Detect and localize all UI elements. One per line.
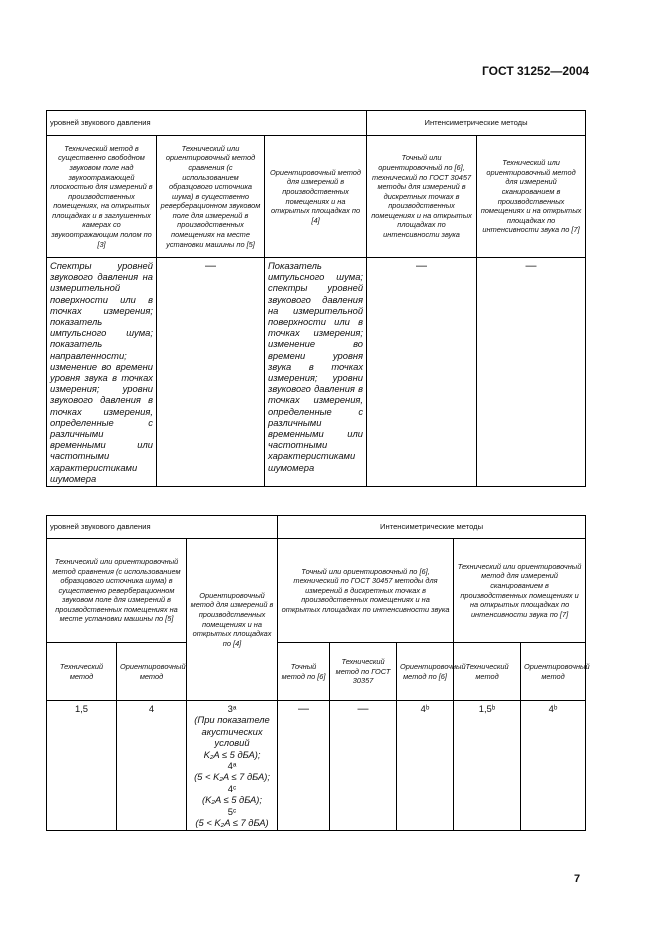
column-header: Технический метод в существенно свободном звуковом поле над звукоотражающей плоскостью для измерений в производственных помещениях, на открытых площадках и в заглушенных камерах со звукоотражающим полом по [3] xyxy=(47,136,157,258)
table-cell: 4 xyxy=(117,701,187,831)
table-cell-conditions xyxy=(187,701,278,831)
column-header: Точный или ориентировочный по [6], технический по ГОСТ 30457 методы для измерений в дискретных точках в производственных помещениях и на открытых площадках по интенсивности звука xyxy=(278,539,454,643)
condition-line: 3ᵃ xyxy=(227,703,237,714)
column-header: Ориентировочный метод для измерений в производственных помещениях и на открытых площадках по [4] xyxy=(187,539,278,701)
table-cell: 1,5ᵇ xyxy=(454,701,521,831)
table-cell: 4ᵇ xyxy=(521,701,586,831)
table-cell: — xyxy=(157,258,265,487)
sub-header: Ориентировочный метод xyxy=(521,643,586,701)
table-cell: 1,5 xyxy=(47,701,117,831)
group-header-sound-pressure: уровней звукового давления xyxy=(47,516,278,539)
group-header-intensity: Интенсиметрические методы xyxy=(367,111,586,136)
condition-line: 4ᶜ xyxy=(227,782,237,794)
condition-line: 4ᵃ xyxy=(227,760,237,772)
condition-line: (K₂A ≤ 5 дБА); xyxy=(202,794,262,806)
table-cell: — xyxy=(477,258,586,487)
methods-table-2 xyxy=(46,515,590,831)
condition-line: 5ᶜ xyxy=(227,805,237,817)
sub-header: Точный метод по [6] xyxy=(278,643,330,701)
document-header: ГОСТ 31252—2004 xyxy=(482,64,590,78)
table-cell: — xyxy=(278,701,330,831)
table-cell: — xyxy=(367,258,477,487)
column-header: Технический или ориентировочный метод для измерений сканированием в производственных помещениях и на открытых площадках по интенсивности звука по [7] xyxy=(454,539,586,643)
column-header: Технический или ориентировочный метод для измерений сканированием в производственных помещениях и на открытых площадках по интенсивности звука по [7] xyxy=(477,136,586,258)
table-cell: — xyxy=(330,701,397,831)
sub-header: Ориентировочный метод по [6] xyxy=(397,643,454,701)
column-header: Технический или ориентировочный метод сравнения (с использованием образцового источника шума) в существенно реверберационном звуковом поле для измерений в производственных помещениях на месте установки машины по [5] xyxy=(157,136,265,258)
sub-header: Ориентировочный метод xyxy=(117,643,187,701)
page-number: 7 xyxy=(574,873,581,885)
condition-line: (5 < K₂A ≤ 7 дБА) xyxy=(195,817,269,829)
condition-line: (При показателе акустических условий xyxy=(194,714,270,749)
condition-line: (5 < K₂A ≤ 7 дБА); xyxy=(194,771,270,783)
sub-header: Технический метод xyxy=(47,643,117,701)
table-cell: Показатель импульсного шума; спектры уровней звукового давления на измерительной поверхности или в точках измерения; изменение во времени уровня звука в точках измерения; уровни звукового давления в точках измерения, определенные с различными временными или частотными характеристиками шумомера xyxy=(265,258,367,487)
table-cell: 4ᵇ xyxy=(397,701,454,831)
group-header-sound-pressure: уровней звукового давления xyxy=(47,111,367,136)
sub-header: Технический метод xyxy=(454,643,521,701)
column-header: Точный или ориентировочный по [6], технический по ГОСТ 30457 методы для измерений в дискретных точках в производственных помещениях и на открытых площадках по интенсивности звука xyxy=(367,136,477,258)
sub-header: Технический метод по ГОСТ 30357 xyxy=(330,643,397,701)
column-header: Ориентировочный метод для измерений в производственных помещениях и на открытых площадках по [4] xyxy=(265,136,367,258)
column-header: Технический или ориентировочный метод сравнения (с использованием образцового источника шума) в существенно реверберационном звуковом поле для измерений в производственных помещениях на месте установки машины по [5] xyxy=(47,539,187,643)
table-cell: Спектры уровней звукового давления на измерительной поверхности или в точках измерения; показатель импульсного шума; показатель направленности; изменение во времени уровня звука в точках измерения; уровни звукового давления в точках измерения, определенные с различными временными или частотными характеристиками шумомера xyxy=(47,258,157,487)
condition-line: K₂A ≤ 5 дБА); xyxy=(203,748,261,760)
methods-table-1 xyxy=(46,110,586,487)
group-header-intensity: Интенсиметрические методы xyxy=(278,516,586,539)
